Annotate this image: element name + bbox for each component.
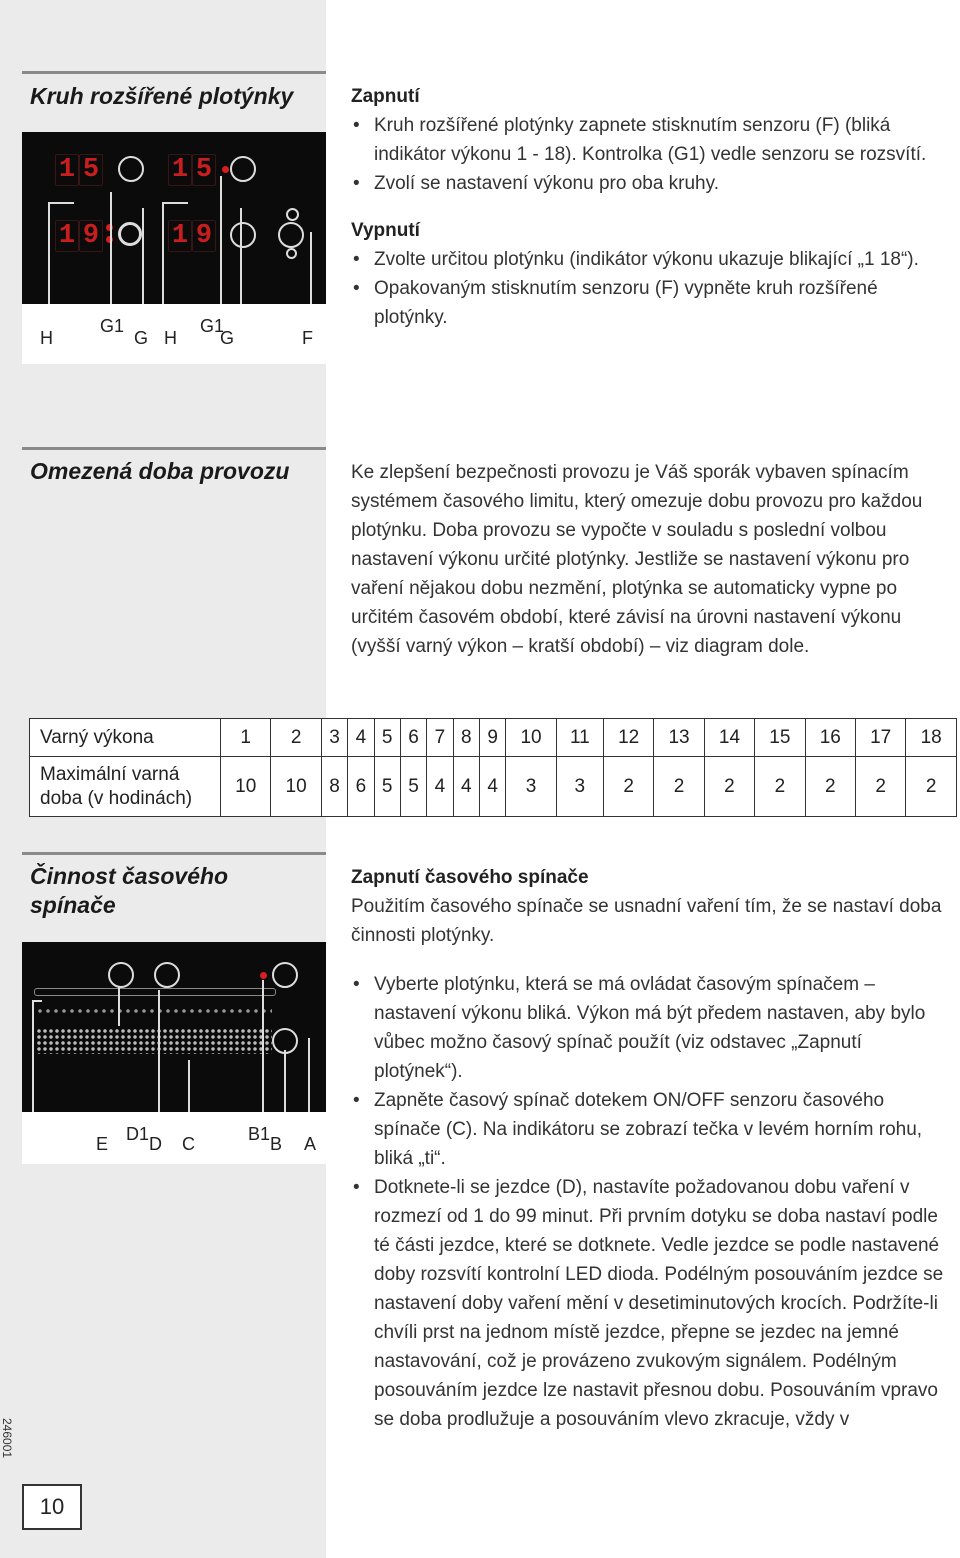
heading-line: spínače (30, 892, 116, 918)
table-cell: 4 (427, 757, 453, 817)
diagram-label: D (149, 1134, 162, 1154)
extended-zone-icon (118, 222, 142, 246)
diagram-label: G1 (200, 316, 225, 336)
section-heading-timer (30, 862, 228, 920)
section-rule (22, 447, 326, 450)
table-cell: 4 (479, 757, 505, 817)
table-cell: 11 (556, 719, 603, 757)
double-ring-icon (286, 208, 299, 221)
table-cell: 2 (805, 757, 855, 817)
timer-control-panel-diagram (22, 942, 326, 1112)
table-cell: 8 (321, 757, 347, 817)
table-cell: 2 (755, 757, 805, 817)
table-cell: 3 (321, 719, 347, 757)
section-rule (22, 71, 326, 74)
diagram-label: A (304, 1134, 317, 1154)
timer-list (351, 970, 951, 1434)
table-cell: 2 (855, 757, 905, 817)
heading-line: Činnost časového (30, 863, 229, 889)
table-cell: 5 (374, 757, 400, 817)
power-digit: 9 (79, 220, 103, 252)
power-digit: 1 (168, 154, 192, 186)
table-cell: 10 (506, 719, 556, 757)
table-cell: 6 (400, 719, 426, 757)
table-cell: 1 (221, 719, 271, 757)
table-cell: 15 (755, 719, 805, 757)
table-cell: 13 (654, 719, 704, 757)
list-item: • Zvolte určitou plotýnku (indikátor výkonu ukazuje blikající „1 18“). (351, 245, 951, 274)
side-code: 246001 (0, 1418, 14, 1459)
power-digit: 5 (192, 154, 216, 186)
table-cell: 3 (556, 757, 603, 817)
slider-track (34, 988, 276, 996)
diagram-label: G1 (100, 316, 125, 336)
spiral-icon (286, 248, 297, 259)
diagram-label: F (302, 328, 313, 348)
table-cell: 2 (271, 719, 321, 757)
table-cell: 16 (805, 719, 855, 757)
slider-led-row (36, 1006, 272, 1016)
diagram-label: H (164, 328, 177, 348)
table-cell: 14 (704, 719, 754, 757)
zapnuti-list (351, 111, 951, 198)
timer-slider (36, 1028, 272, 1054)
table-cell: 12 (603, 719, 653, 757)
subheading-vypnuti: Vypnutí (351, 220, 420, 241)
table-cell: 8 (453, 719, 479, 757)
power-digit: 1 (168, 220, 192, 252)
sensor-circle-icon (118, 156, 144, 182)
diagram-labels (22, 304, 326, 364)
table-cell: 10 (271, 757, 321, 817)
section-3-text (351, 863, 951, 1434)
list-item: • Dotknete-li se jezdce (D), nastavíte požadovanou dobu vaření v rozmezí od 1 do 99 minut. Při prvním dotyku se doba nastaví podle té části jezdce, které se dotknete. Vedle jezdce se podle nastavené doby rozsvítí kontrolní LED dioda. Podélným posouváním jezdce se nastavení doby vaření mění v desetiminutových krocích. Podržíte-li chvíli prst na jednom místě jezdce, přepne se jezdec na jemné nastavování, což je provázeno zvukovým signálem. Podélným posouváním jezdce lze nastavit přesnou dobu. Posouváním vpravo se doba prodlužuje a posouváním vlevo zkracuje, vždy v (351, 1173, 951, 1434)
section-heading-extended-zone: Kruh rozšířené plotýnky (30, 83, 294, 109)
section-2-text (351, 458, 951, 661)
diagram-label: G (134, 328, 149, 348)
diagram-label: D1 (126, 1124, 150, 1144)
vypnuti-list (351, 245, 951, 332)
table-cell: 17 (855, 719, 905, 757)
list-item: • Opakovaným stisknutím senzoru (F) vypněte kruh rozšířené plotýnky. (351, 274, 951, 332)
section-heading-limited-time: Omezená doba provozu (30, 458, 290, 484)
indicator-led (260, 972, 267, 979)
table-cell: 6 (348, 757, 374, 817)
key-lock-icon (272, 962, 298, 988)
table-cell: 4 (453, 757, 479, 817)
table-cell: 9 (479, 719, 505, 757)
table-cell: 18 (906, 719, 957, 757)
table-cell: 5 (374, 719, 400, 757)
table-row (30, 757, 957, 817)
power-digit: 5 (79, 154, 103, 186)
table-header-cell: Varný výkona (30, 719, 221, 757)
indicator-led (222, 166, 229, 173)
section-rule (22, 852, 326, 855)
diagram-label: B (270, 1134, 283, 1154)
diagram-label: B1 (248, 1124, 271, 1144)
sensor-circle-icon (230, 156, 256, 182)
list-item: • Kruh rozšířené plotýnky zapnete stisknutím senzoru (F) (bliká indikátor výkonu 1 - 18). Kontrolka (G1) vedle senzoru se rozsvítí. (351, 111, 951, 169)
bell-icon (108, 962, 134, 988)
power-duration-table (29, 718, 957, 817)
table-cell: 2 (704, 757, 754, 817)
table-cell: 4 (348, 719, 374, 757)
paragraph: Použitím časového spínače se usnadní vaření tím, že se nastaví doba činnosti plotýnky. (351, 896, 942, 946)
diagram-label: E (96, 1134, 109, 1154)
sensor-f-icon (278, 222, 304, 248)
table-cell: 2 (603, 757, 653, 817)
hob-control-panel-diagram (22, 132, 326, 304)
power-digit: 9 (192, 220, 216, 252)
section-1-text (351, 82, 951, 332)
subheading-zapnuti: Zapnutí (351, 86, 420, 107)
page-number: 10 (22, 1484, 82, 1530)
table-header-cell (30, 757, 221, 817)
sensor-circle-icon (230, 222, 256, 248)
paragraph: Ke zlepšení bezpečnosti provozu je Váš sporák vybaven spínacím systémem časového limitu, který omezuje dobu provozu pro každou plotýnku. Doba provozu se vypočte v souladu s poslední volbou nastavení výkonu určité plotýnky. Jestliže se nastavení výkonu pro vaření nějakou dobu nezmění, plotýnka se automaticky vypne po určitém časovém období, které závisí na úrovni nastavení výkonu (vyšší varný výkon – kratší období) – viz diagram dole. (351, 462, 923, 657)
subheading-timer-on: Zapnutí časového spínače (351, 867, 589, 888)
table-cell: 10 (221, 757, 271, 817)
clock-icon (154, 962, 180, 988)
table-cell: 3 (506, 757, 556, 817)
list-item: • Vyberte plotýnku, která se má ovládat časovým spínačem – nastavení výkonu bliká. Výkon má být předem nastaven, aby bylo vůbec možno časový spínač použít (viz odstavec „Zapnutí plotýnek“). (351, 970, 951, 1086)
table-cell: 2 (654, 757, 704, 817)
table-cell: 7 (427, 719, 453, 757)
timer-diagram-labels (22, 1112, 326, 1164)
diagram-label: G (220, 328, 235, 348)
power-digit: 1 (55, 220, 79, 252)
row-label-line: Maximální varná (40, 763, 180, 785)
table-cell: 2 (906, 757, 957, 817)
diagram-label: C (182, 1134, 195, 1154)
table-row (30, 719, 957, 757)
table-cell: 5 (400, 757, 426, 817)
list-item: • Zvolí se nastavení výkonu pro oba kruhy. (351, 169, 951, 198)
list-item: • Zapněte časový spínač dotekem ON/OFF senzoru časového spínače (C). Na indikátoru se zobrazí tečka v levém horním rohu, bliká „ti“. (351, 1086, 951, 1173)
power-digit: 1 (55, 154, 79, 186)
diagram-label: H (40, 328, 53, 348)
row-label-line: doba (v hodinách) (40, 787, 193, 809)
